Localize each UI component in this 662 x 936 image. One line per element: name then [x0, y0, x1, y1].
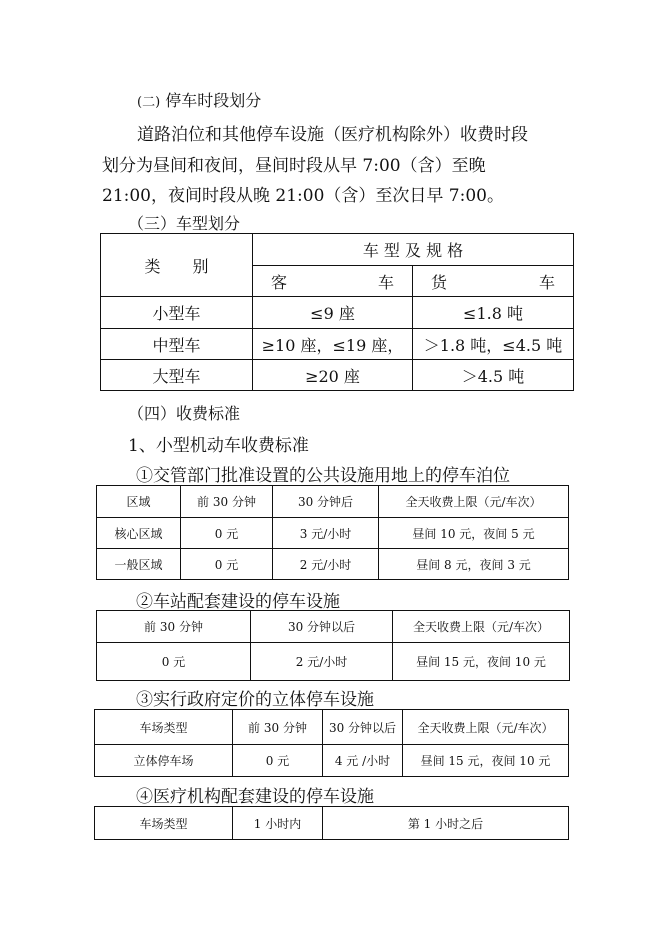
item-2-title: ②车站配套建设的停车设施: [136, 592, 340, 612]
table-row: 核心区域 0 元 3 元/小时 昼间 10 元，夜间 5 元: [97, 518, 569, 549]
hospital-parking-fee-table: [94, 806, 569, 840]
section-2-heading: [137, 88, 261, 111]
table-header-row: 区域 前 30 分钟 30 分钟后 全天收费上限（元/车次）: [97, 486, 569, 518]
table-header-row: 车场类型 前 30 分钟 30 分钟以后 全天收费上限（元/车次）: [95, 710, 569, 745]
public-parking-fee-table: [96, 485, 569, 580]
item-1-title: ①交管部门批准设置的公共设施用地上的停车泊位: [136, 466, 510, 486]
subsection-1-title: 1、小型机动车收费标准: [128, 436, 309, 456]
paragraph-line-3: 21:00，夜间时段从晚 21:00（含）至次日早 7:00。: [102, 186, 504, 206]
section-3-heading: （三）车型划分: [128, 214, 241, 233]
paragraph-line-2: 划分为昼间和夜间，昼间时段从早 7:00（含）至晚: [102, 156, 486, 176]
table-row: 立体停车场 0 元 4 元 /小时 昼间 15 元，夜间 10 元: [95, 745, 569, 777]
table-header-row: 前 30 分钟 30 分钟以后 全天收费上限（元/车次）: [97, 611, 570, 643]
item-3-title: ③实行政府定价的立体停车设施: [136, 690, 374, 710]
vehicle-category-header: 类 别: [101, 234, 253, 297]
paragraph-line-1: 道路泊位和其他停车设施（医疗机构除外）收费时段: [137, 125, 528, 145]
section-2-prefix: (二): [137, 95, 161, 110]
passenger-header: 客 车: [253, 266, 413, 297]
table-row: 一般区域 0 元 2 元/小时 昼间 8 元，夜间 3 元: [97, 549, 569, 580]
vehicle-type-table: [100, 233, 574, 391]
freight-header: 货 车: [413, 266, 574, 297]
vehicle-spec-header: 车 型 及 规 格: [253, 234, 574, 266]
section-2-title: 停车时段划分: [165, 91, 262, 110]
table-row: 小型车 ≤9 座 ≤1.8 吨: [101, 297, 574, 329]
table-row: 大型车 ≥20 座 ＞4.5 吨: [101, 360, 574, 391]
section-4-heading: （四）收费标准: [128, 404, 241, 423]
item-4-title: ④医疗机构配套建设的停车设施: [136, 787, 374, 807]
table-header-row: 车场类型 1 小时内 第 1 小时之后: [95, 807, 569, 840]
station-parking-fee-table: [96, 610, 570, 681]
stereo-parking-fee-table: [94, 709, 569, 777]
table-row: 0 元 2 元/小时 昼间 15 元，夜间 10 元: [97, 643, 570, 681]
table-row: 中型车 ≥10 座，≤19 座， ＞1.8 吨，≤4.5 吨: [101, 329, 574, 360]
